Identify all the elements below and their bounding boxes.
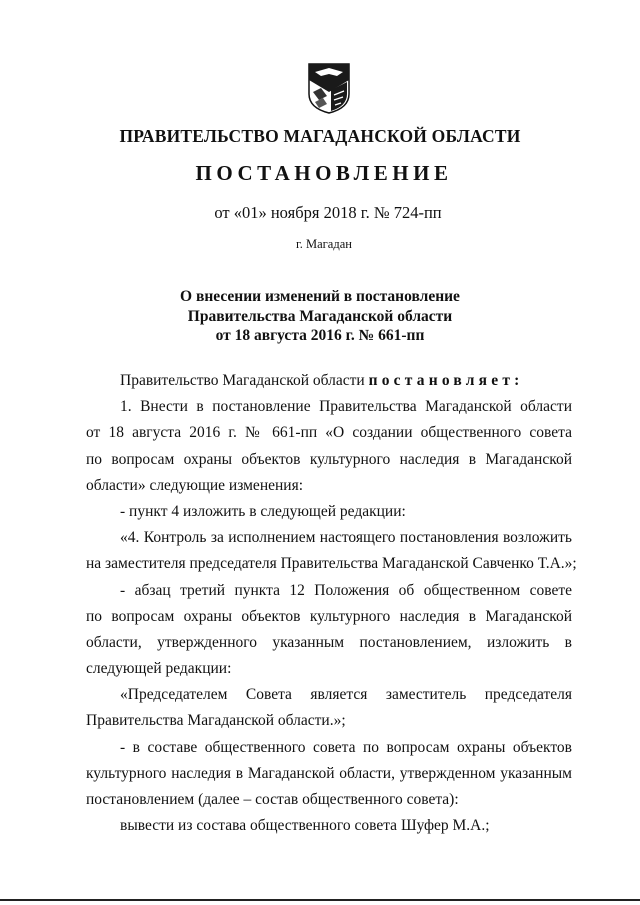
body-line: следующей редакции: bbox=[86, 660, 232, 678]
document-city: г. Магадан bbox=[296, 237, 352, 251]
document-date-number: от «01» ноября 2018 г. № 724-пп bbox=[214, 203, 442, 222]
body-line: области, утвержденного указанным постановлением, изложить в bbox=[86, 633, 572, 651]
document-type: ПОСТАНОВЛЕНИЕ bbox=[195, 161, 453, 185]
body-line: по вопросам охраны объектов культурного наследия в Магаданской bbox=[86, 450, 572, 468]
title-line: Правительства Магаданской области bbox=[187, 307, 453, 325]
body-line: «Председателем Совета является заместитель председателя bbox=[120, 686, 572, 704]
body-line: - пункт 4 изложить в следующей редакции: bbox=[120, 502, 406, 520]
body-line: - в составе общественного совета по вопросам охраны объектов bbox=[120, 738, 572, 756]
body-line: культурного наследия в Магаданской области, утвержденном указанным bbox=[86, 764, 572, 782]
page-bottom-edge bbox=[0, 899, 640, 901]
title-line: О внесении изменений в постановление bbox=[180, 288, 460, 305]
body-line: на заместителя председателя Правительства Магаданской Савченко Т.А.»; bbox=[86, 555, 577, 573]
body-line: области» следующие изменения: bbox=[86, 476, 304, 494]
body-line: вывести из состава общественного совета Шуфер М.А.; bbox=[120, 817, 490, 835]
preamble bbox=[86, 368, 572, 394]
body-line: постановлением (далее – состав общественного совета): bbox=[86, 791, 459, 808]
body-line: 1. Внести в постановление Правительства Магаданской области bbox=[120, 398, 572, 416]
document-body bbox=[86, 368, 577, 839]
body-line: по вопросам охраны объектов культурного наследия в Магаданской bbox=[86, 607, 572, 625]
body-line: от 18 августа 2016 г. № 661-пп «О создании общественного совета bbox=[86, 424, 572, 442]
body-line: - абзац третий пункта 12 Положения об общественном совете bbox=[120, 581, 572, 599]
government-name: ПРАВИТЕЛЬСТВО МАГАДАНСКОЙ ОБЛАСТИ bbox=[119, 126, 521, 146]
body-line: «4. Контроль за исполнением настоящего постановления возложить bbox=[120, 529, 572, 547]
preamble-text: Правительство Магаданской области bbox=[120, 372, 369, 389]
preamble-resolves: постановляет: bbox=[368, 372, 524, 389]
coat-of-arms-icon bbox=[307, 62, 351, 114]
document-title bbox=[0, 287, 640, 346]
body-line: Правительства Магаданской области.»; bbox=[86, 712, 346, 730]
title-line: от 18 августа 2016 г. № 661-пп bbox=[215, 327, 425, 344]
